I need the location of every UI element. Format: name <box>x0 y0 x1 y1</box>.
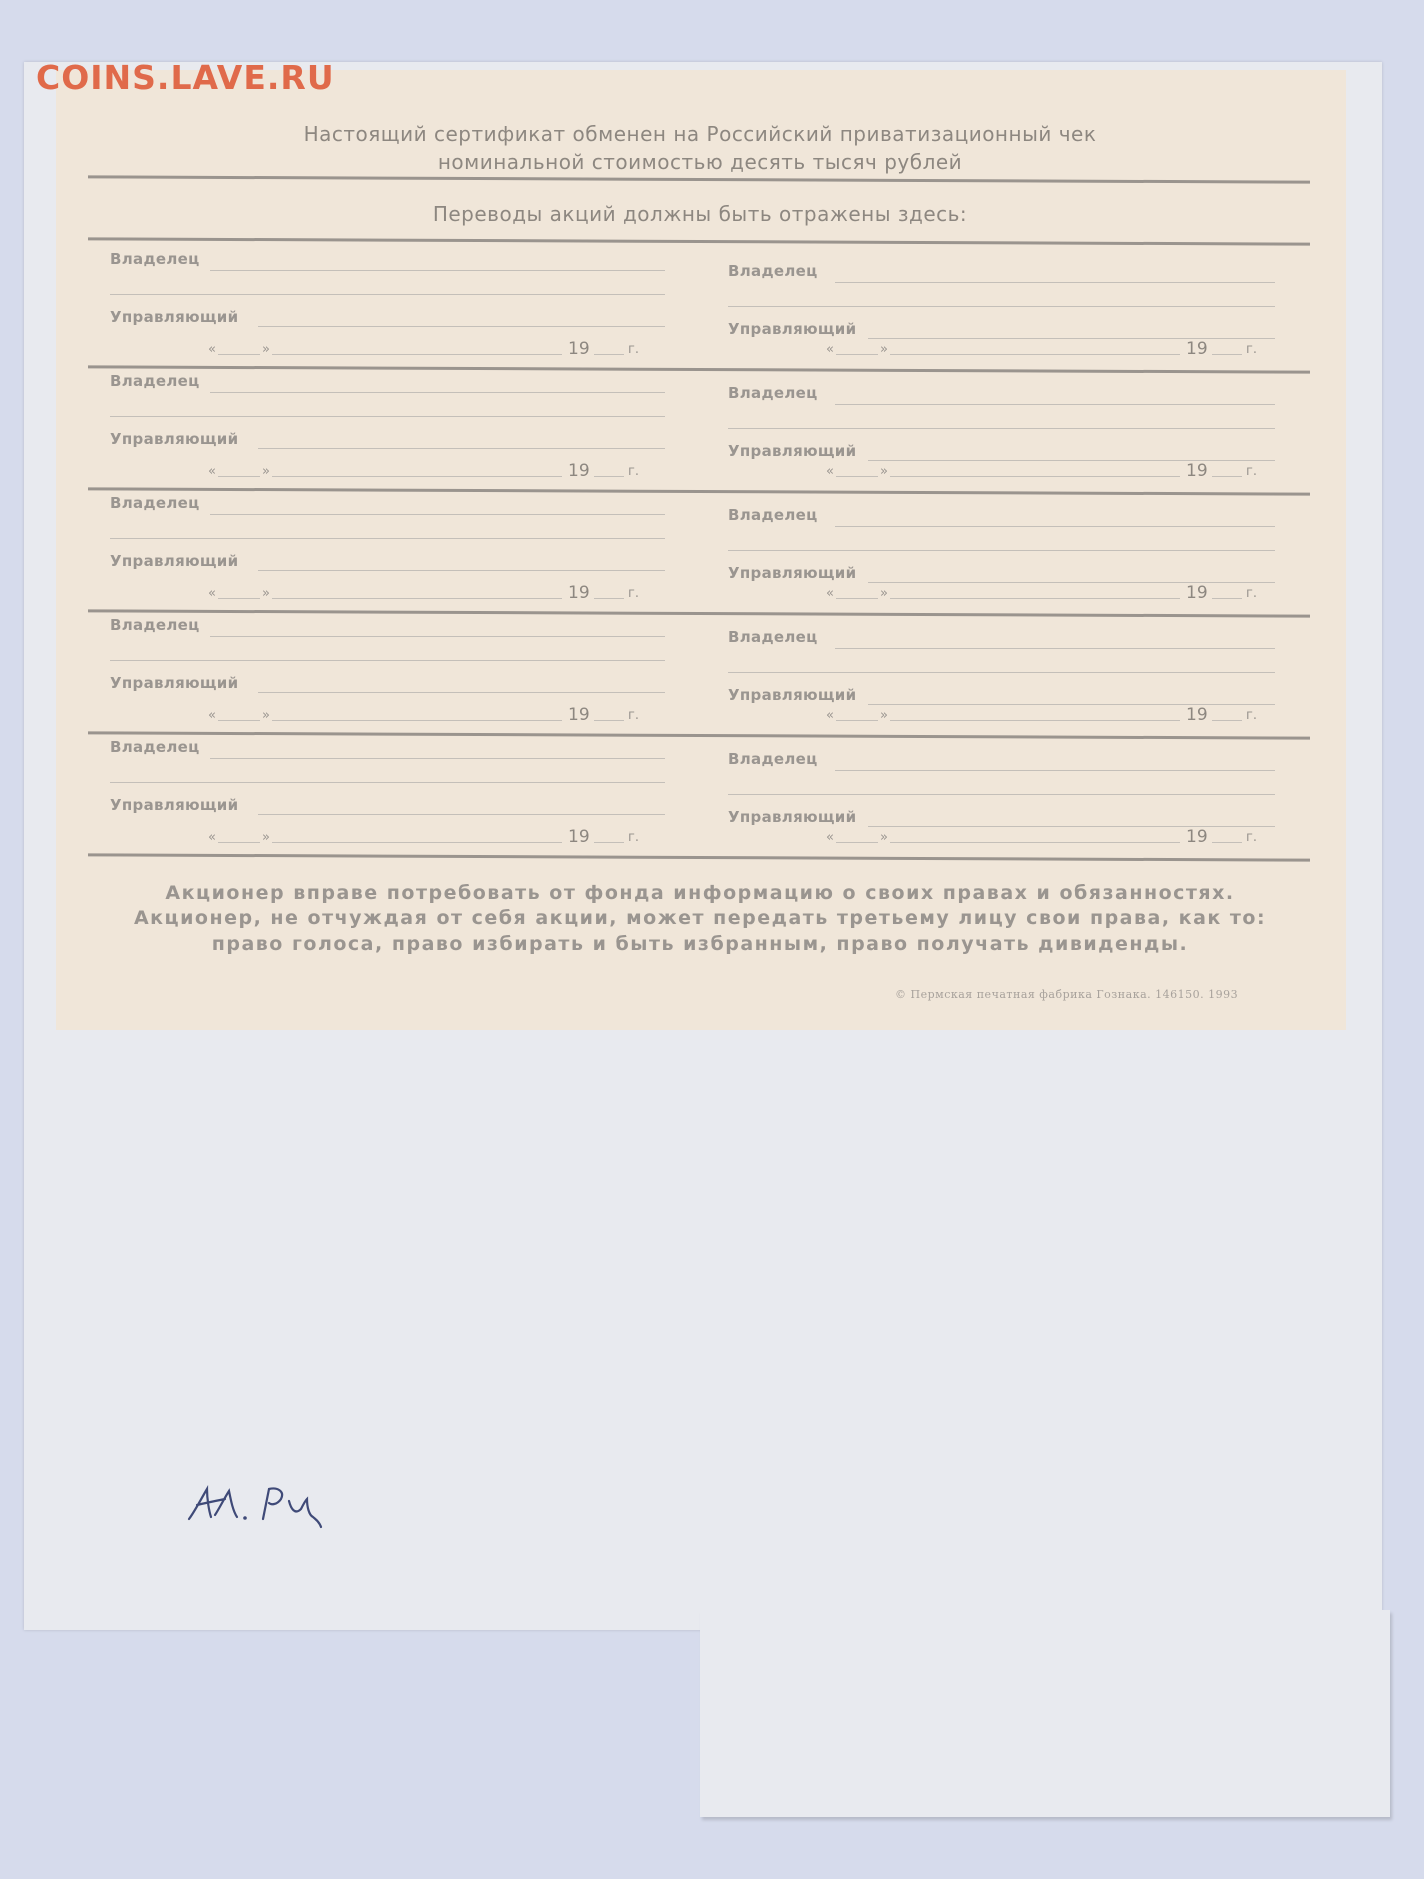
owner-line-2 <box>728 672 1275 673</box>
footer-line3: право голоса, право избирать и быть избранным, право получать дивиденды. <box>211 933 1189 955</box>
manager-line <box>258 570 665 571</box>
date-quote-close: » <box>880 342 888 357</box>
site-watermark: COINS.LAVE.RU <box>36 58 335 97</box>
owner-label: Владелец <box>728 262 818 280</box>
date-year-prefix: 19 <box>1186 583 1208 603</box>
manager-label: Управляющий <box>728 320 857 338</box>
manager-line <box>868 826 1275 827</box>
date-month-line <box>890 354 1180 355</box>
date-day-line <box>218 476 260 477</box>
date-year-prefix: 19 <box>1186 705 1208 725</box>
owner-line <box>835 770 1275 771</box>
date-month-line <box>272 476 562 477</box>
date-year-line <box>594 598 624 599</box>
manager-line <box>258 326 665 327</box>
date-year-line <box>1212 598 1242 599</box>
certificate-sheet-stub <box>700 1610 1390 1817</box>
manager-label: Управляющий <box>110 552 239 570</box>
owner-line-2 <box>110 538 665 539</box>
owner-line <box>210 636 665 637</box>
date-quote-open: « <box>826 830 834 845</box>
date-year-line <box>1212 354 1242 355</box>
handwritten-signature <box>185 1475 345 1535</box>
manager-label: Управляющий <box>728 686 857 704</box>
date-day-line <box>218 354 260 355</box>
owner-label: Владелец <box>728 750 818 768</box>
date-year-suffix: г. <box>1246 708 1257 723</box>
owner-label: Владелец <box>110 250 200 268</box>
owner-line <box>835 282 1275 283</box>
date-quote-open: « <box>208 586 216 601</box>
transfers-title: Переводы акций должны быть отражены здесь: <box>432 202 968 226</box>
date-year-suffix: г. <box>628 830 639 845</box>
date-day-line <box>836 354 878 355</box>
date-year-prefix: 19 <box>568 705 590 725</box>
date-year-suffix: г. <box>628 586 639 601</box>
manager-line <box>868 338 1275 339</box>
exchange-note-line2: номинальной стоимостью десять тысяч рублей <box>437 150 963 174</box>
date-year-suffix: г. <box>1246 586 1257 601</box>
owner-label: Владелец <box>728 384 818 402</box>
date-quote-close: » <box>880 708 888 723</box>
date-day-line <box>836 720 878 721</box>
owner-line <box>835 526 1275 527</box>
date-quote-open: « <box>826 342 834 357</box>
date-month-line <box>890 720 1180 721</box>
date-year-line <box>1212 720 1242 721</box>
date-year-suffix: г. <box>1246 830 1257 845</box>
manager-label: Управляющий <box>110 308 239 326</box>
exchange-note-line1: Настоящий сертификат обменен на Российский приватизационный чек <box>303 122 1097 146</box>
date-day-line <box>218 598 260 599</box>
date-year-line <box>1212 476 1242 477</box>
footer-line1: Акционер вправе потребовать от фонда информацию о своих правах и обязанностях. <box>165 882 1235 904</box>
owner-line-2 <box>728 428 1275 429</box>
manager-line <box>868 460 1275 461</box>
manager-label: Управляющий <box>728 442 857 460</box>
manager-line <box>868 704 1275 705</box>
owner-line <box>210 392 665 393</box>
date-year-suffix: г. <box>628 464 639 479</box>
owner-label: Владелец <box>110 494 200 512</box>
date-day-line <box>218 842 260 843</box>
date-quote-open: « <box>826 464 834 479</box>
manager-line <box>258 448 665 449</box>
date-year-line <box>594 354 624 355</box>
manager-label: Управляющий <box>110 674 239 692</box>
date-year-prefix: 19 <box>1186 827 1208 847</box>
manager-line <box>258 692 665 693</box>
date-year-prefix: 19 <box>568 583 590 603</box>
owner-line <box>835 648 1275 649</box>
date-quote-open: « <box>208 464 216 479</box>
date-quote-close: » <box>262 586 270 601</box>
date-year-suffix: г. <box>628 708 639 723</box>
date-month-line <box>272 720 562 721</box>
date-quote-close: » <box>262 830 270 845</box>
owner-line-2 <box>728 794 1275 795</box>
manager-line <box>868 582 1275 583</box>
date-day-line <box>836 842 878 843</box>
date-day-line <box>218 720 260 721</box>
date-month-line <box>272 598 562 599</box>
printer-imprint: © Пермская печатная фабрика Гознака. 146150. 1993 <box>895 988 1239 1001</box>
date-quote-open: « <box>826 586 834 601</box>
date-day-line <box>836 476 878 477</box>
date-year-suffix: г. <box>1246 464 1257 479</box>
owner-line <box>210 270 665 271</box>
date-quote-open: « <box>826 708 834 723</box>
date-year-prefix: 19 <box>568 827 590 847</box>
date-quote-close: » <box>880 586 888 601</box>
manager-label: Управляющий <box>728 564 857 582</box>
date-quote-open: « <box>208 830 216 845</box>
owner-label: Владелец <box>728 628 818 646</box>
manager-line <box>258 814 665 815</box>
date-quote-close: » <box>262 708 270 723</box>
date-month-line <box>272 354 562 355</box>
date-year-prefix: 19 <box>568 461 590 481</box>
footer-line2: Акционер, не отчуждая от себя акции, может передать третьему лицу свои права, как то: <box>133 907 1267 929</box>
date-quote-close: » <box>262 464 270 479</box>
owner-label: Владелец <box>110 738 200 756</box>
owner-line-2 <box>110 294 665 295</box>
date-quote-close: » <box>880 464 888 479</box>
owner-line-2 <box>110 660 665 661</box>
date-year-suffix: г. <box>1246 342 1257 357</box>
date-month-line <box>890 598 1180 599</box>
manager-label: Управляющий <box>110 430 239 448</box>
date-day-line <box>836 598 878 599</box>
date-quote-open: « <box>208 708 216 723</box>
owner-line <box>835 404 1275 405</box>
date-year-prefix: 19 <box>1186 339 1208 359</box>
date-year-suffix: г. <box>628 342 639 357</box>
date-quote-open: « <box>208 342 216 357</box>
owner-line <box>210 514 665 515</box>
owner-line-2 <box>728 550 1275 551</box>
date-month-line <box>272 842 562 843</box>
manager-label: Управляющий <box>728 808 857 826</box>
owner-line-2 <box>110 782 665 783</box>
owner-line-2 <box>728 306 1275 307</box>
date-year-line <box>594 842 624 843</box>
owner-label: Владелец <box>110 372 200 390</box>
manager-label: Управляющий <box>110 796 239 814</box>
date-year-line <box>1212 842 1242 843</box>
date-year-line <box>594 720 624 721</box>
owner-line <box>210 758 665 759</box>
owner-line-2 <box>110 416 665 417</box>
date-quote-close: » <box>880 830 888 845</box>
date-year-prefix: 19 <box>1186 461 1208 481</box>
date-month-line <box>890 476 1180 477</box>
owner-label: Владелец <box>728 506 818 524</box>
owner-label: Владелец <box>110 616 200 634</box>
date-year-line <box>594 476 624 477</box>
date-quote-close: » <box>262 342 270 357</box>
date-year-prefix: 19 <box>568 339 590 359</box>
date-month-line <box>890 842 1180 843</box>
